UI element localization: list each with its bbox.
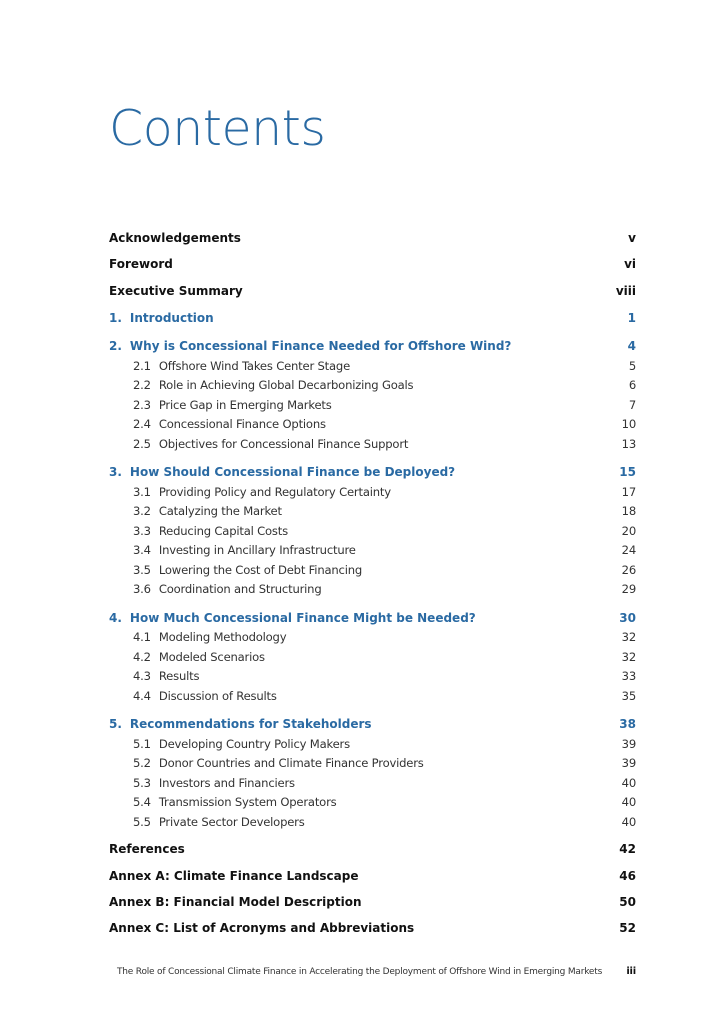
section-title: Results	[158, 669, 200, 684]
page-number: iii	[626, 966, 636, 977]
section-title: Offshore Wind Takes Center Stage	[158, 358, 351, 373]
toc-entry-references[interactable]	[109, 839, 636, 865]
section-number: 4.1	[133, 630, 151, 645]
section-title: Donor Countries and Climate Finance Providers	[158, 756, 424, 771]
chapter-title: Recommendations for Stakeholders	[129, 717, 372, 732]
toc-section-3-2[interactable]	[109, 502, 636, 522]
section-title: Developing Country Policy Makers	[158, 736, 350, 751]
toc-entry-label: Acknowledgements	[109, 231, 241, 245]
section-page: 5	[628, 358, 636, 373]
section-title: Coordination and Structuring	[158, 582, 322, 597]
chapter-number: 5.	[109, 717, 122, 732]
section-number: 5.3	[133, 775, 151, 790]
section-title: Lowering the Cost of Debt Financing	[158, 562, 363, 577]
toc-section-2-4[interactable]	[109, 415, 636, 435]
toc-section-4-3[interactable]	[109, 667, 636, 687]
section-title: Reducing Capital Costs	[158, 523, 288, 538]
section-page: 26	[621, 562, 636, 577]
toc-entry-acknowledgements[interactable]	[109, 228, 636, 254]
section-page: 6	[628, 378, 636, 393]
section-page: 7	[628, 397, 636, 412]
section-title: Role in Achieving Global Decarbonizing Goals	[158, 378, 414, 393]
section-page: 18	[621, 504, 636, 519]
section-page: 20	[621, 523, 636, 538]
section-page: 40	[621, 775, 636, 790]
section-number: 2.4	[133, 417, 151, 432]
page-footer	[117, 966, 636, 977]
toc-chapter-4[interactable]	[109, 609, 636, 629]
chapter-number: 2.	[109, 339, 122, 354]
section-number: 3.4	[133, 543, 151, 558]
section-number: 5.2	[133, 756, 151, 771]
chapter-page: 30	[619, 610, 636, 625]
toc-section-5-5[interactable]	[109, 813, 636, 833]
toc-section-2-1[interactable]	[109, 357, 636, 377]
toc-entry-executive-summary[interactable]	[109, 281, 636, 307]
chapter-page: 1	[627, 310, 636, 325]
toc-entry-page: 42	[619, 842, 636, 857]
toc-entry-annex-c[interactable]	[109, 918, 636, 944]
section-page: 39	[621, 736, 636, 751]
section-title: Investing in Ancillary Infrastructure	[158, 543, 356, 558]
section-page: 29	[621, 582, 636, 597]
chapter-title: Why is Concessional Finance Needed for Offshore Wind?	[129, 339, 512, 354]
toc-entry-page: v	[628, 231, 636, 245]
section-page: 39	[621, 756, 636, 771]
toc-entry-label: Annex A: Climate Finance Landscape	[109, 868, 359, 883]
toc-entry-label: Annex B: Financial Model Description	[109, 894, 362, 909]
toc-entry-page: viii	[615, 283, 636, 298]
chapter-page: 38	[619, 717, 636, 732]
section-page: 32	[621, 649, 636, 664]
toc-section-4-1[interactable]	[109, 628, 636, 648]
chapter-title: How Much Concessional Finance Might be Needed?	[129, 610, 476, 625]
section-page: 40	[621, 814, 636, 829]
toc-section-2-3[interactable]	[109, 396, 636, 416]
toc-chapter-1[interactable]	[109, 309, 636, 329]
section-title: Discussion of Results	[158, 688, 277, 703]
section-number: 3.2	[133, 504, 151, 519]
section-title: Modeling Methodology	[158, 630, 287, 645]
toc-entry-label: Executive Summary	[109, 283, 243, 298]
section-title: Objectives for Concessional Finance Support	[158, 436, 409, 451]
toc-section-4-2[interactable]	[109, 648, 636, 668]
toc-chapter-2[interactable]	[109, 337, 636, 357]
toc-chapter-5[interactable]	[109, 715, 636, 735]
toc-entry-annex-a[interactable]	[109, 866, 636, 892]
toc-section-3-1[interactable]	[109, 483, 636, 503]
section-page: 32	[621, 630, 636, 645]
section-number: 2.1	[133, 358, 151, 373]
toc-entry-foreword[interactable]	[109, 254, 636, 280]
section-title: Catalyzing the Market	[158, 504, 282, 519]
section-number: 2.3	[133, 397, 151, 412]
section-number: 5.5	[133, 814, 151, 829]
chapter-page: 4	[627, 339, 636, 354]
section-title: Transmission System Operators	[158, 795, 337, 810]
section-page: 13	[621, 436, 636, 451]
section-page: 24	[621, 543, 636, 558]
toc-entry-label: Foreword	[109, 257, 173, 272]
page-title: Contents	[109, 100, 326, 157]
section-page: 17	[621, 484, 636, 499]
toc-section-3-6[interactable]	[109, 580, 636, 600]
table-of-contents	[109, 228, 636, 945]
section-number: 5.4	[133, 795, 151, 810]
section-number: 3.5	[133, 562, 151, 577]
chapter-title: How Should Concessional Finance be Deployed?	[129, 465, 456, 480]
section-page: 33	[621, 669, 636, 684]
toc-section-3-3[interactable]	[109, 522, 636, 542]
chapter-number: 1.	[109, 310, 122, 325]
section-number: 3.1	[133, 484, 151, 499]
section-title: Providing Policy and Regulatory Certainty	[158, 484, 391, 499]
chapter-number: 3.	[109, 465, 122, 480]
running-title: The Role of Concessional Climate Finance in Accelerating the Deployment of Offshore Wind in Emerging Markets	[117, 967, 603, 977]
section-number: 3.6	[133, 582, 151, 597]
toc-section-3-5[interactable]	[109, 561, 636, 581]
section-title: Price Gap in Emerging Markets	[158, 397, 332, 412]
toc-section-5-3[interactable]	[109, 774, 636, 794]
toc-entry-page: 46	[619, 868, 636, 883]
toc-section-2-5[interactable]	[109, 435, 636, 455]
section-number: 3.3	[133, 523, 151, 538]
toc-entry-label: Annex C: List of Acronyms and Abbreviations	[109, 921, 415, 936]
toc-entry-page: 52	[619, 921, 636, 936]
section-page: 40	[621, 795, 636, 810]
section-number: 5.1	[133, 736, 151, 751]
toc-section-5-4[interactable]	[109, 793, 636, 813]
section-title: Concessional Finance Options	[158, 417, 326, 432]
toc-entry-page: vi	[624, 257, 636, 272]
toc-entry-page: 50	[619, 894, 636, 909]
section-number: 4.2	[133, 649, 151, 664]
section-title: Investors and Financiers	[158, 775, 295, 790]
toc-section-5-1[interactable]	[109, 735, 636, 755]
toc-section-4-4[interactable]	[109, 687, 636, 707]
chapter-number: 4.	[109, 610, 122, 625]
section-number: 4.4	[133, 688, 151, 703]
section-page: 10	[621, 417, 636, 432]
toc-chapter-3[interactable]	[109, 463, 636, 483]
section-title: Private Sector Developers	[158, 814, 305, 829]
section-page: 35	[621, 688, 636, 703]
section-number: 2.5	[133, 436, 151, 451]
toc-entry-annex-b[interactable]	[109, 892, 636, 918]
toc-section-5-2[interactable]	[109, 754, 636, 774]
toc-section-2-2[interactable]	[109, 376, 636, 396]
section-number: 2.2	[133, 378, 151, 393]
toc-entry-label: References	[109, 842, 185, 857]
section-number: 4.3	[133, 669, 151, 684]
toc-section-3-4[interactable]	[109, 541, 636, 561]
section-title: Modeled Scenarios	[158, 649, 265, 664]
chapter-title: Introduction	[129, 310, 214, 325]
chapter-page: 15	[619, 465, 636, 480]
